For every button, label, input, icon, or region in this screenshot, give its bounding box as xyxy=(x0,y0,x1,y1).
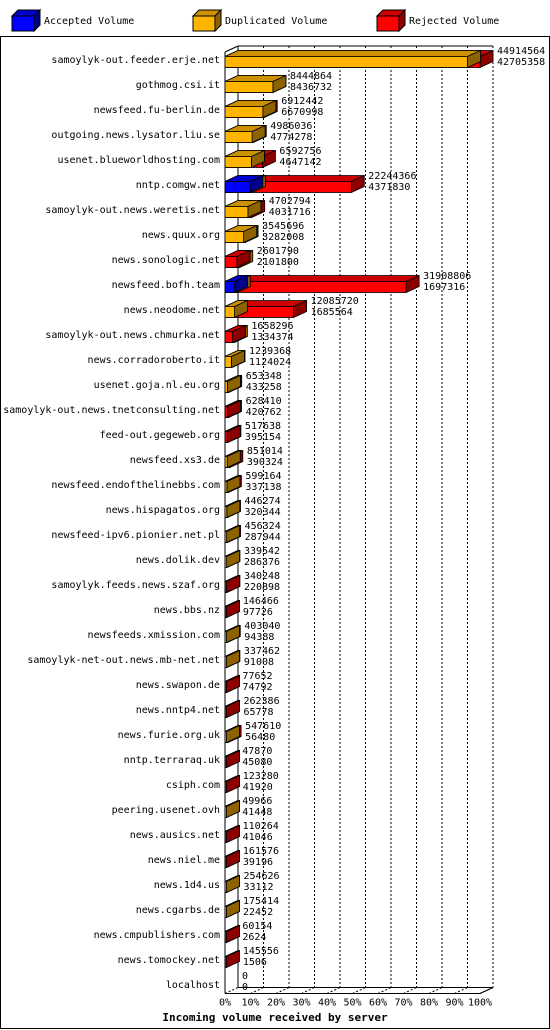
value-label-accepted: 420762 xyxy=(245,407,282,418)
value-label-accepted: 6670998 xyxy=(281,107,324,118)
legend-swatch xyxy=(12,16,34,31)
category-label: localhost xyxy=(165,980,220,991)
value-label-accepted: 97726 xyxy=(242,607,273,618)
value-label-total: 6912442 xyxy=(281,96,324,107)
bar-front xyxy=(225,782,227,793)
value-label-accepted: 91008 xyxy=(243,657,275,668)
bar-front xyxy=(225,682,227,693)
category-label: news.dolik.dev xyxy=(135,555,220,566)
bar-group xyxy=(225,421,281,443)
category-label: news.neodome.net xyxy=(123,305,220,316)
bar xyxy=(225,751,240,768)
value-label-total: 653348 xyxy=(245,371,282,382)
bar xyxy=(225,601,240,618)
bar-group xyxy=(225,921,272,943)
value-label-total: 8444864 xyxy=(289,71,333,82)
value-label-total: 4986036 xyxy=(270,121,313,132)
bar xyxy=(225,901,240,918)
value-label-accepted: 0 xyxy=(242,982,249,993)
legend-label: Accepted Volume xyxy=(44,16,135,27)
x-tick-label: 60% xyxy=(368,997,388,1009)
category-label: news.cmpublishers.com xyxy=(93,930,220,941)
value-label-total: 123280 xyxy=(242,771,279,782)
value-label-accepted: 4774278 xyxy=(270,132,313,143)
category-label: newsfeed.endofthelinebbs.com xyxy=(51,480,220,491)
bar-front xyxy=(225,832,227,843)
value-label-accepted: 42705358 xyxy=(497,57,546,68)
bar-front xyxy=(225,432,227,443)
bar-group xyxy=(225,346,291,368)
bar-group xyxy=(225,246,299,268)
category-label: newsfeed.bofh.team xyxy=(111,280,220,291)
bar-front xyxy=(225,307,235,318)
value-label-total: 60154 xyxy=(242,921,273,932)
value-label-accepted: 65778 xyxy=(243,707,274,718)
category-label: usenet.goja.nl.eu.org xyxy=(93,380,220,391)
x-tick-label: 10% xyxy=(241,997,260,1009)
bar xyxy=(225,626,240,643)
bar xyxy=(225,51,481,68)
bar-top xyxy=(225,276,419,282)
legend-swatch xyxy=(193,16,215,31)
legend-item xyxy=(12,10,134,31)
value-label-accepted: 433258 xyxy=(245,382,282,393)
value-label-total: 145556 xyxy=(242,946,279,957)
bar xyxy=(225,776,240,793)
category-label: newsfeed.xs3.de xyxy=(129,455,220,466)
value-label-accepted: 4647142 xyxy=(279,157,322,168)
bar-front xyxy=(225,232,244,243)
value-label-accepted: 41046 xyxy=(242,832,273,843)
bar-front xyxy=(225,632,227,643)
value-label-accepted: 2101800 xyxy=(256,257,299,268)
value-label-accepted: 220898 xyxy=(243,582,281,593)
value-label-total: 110264 xyxy=(242,821,279,832)
value-label-accepted: 45080 xyxy=(242,757,273,768)
bar-group xyxy=(225,771,279,793)
value-label-total: 1239368 xyxy=(249,346,292,357)
value-label-accepted: 286376 xyxy=(243,557,281,568)
value-label-total: 77652 xyxy=(242,671,273,682)
bar-front xyxy=(225,132,252,143)
value-label-accepted: 33112 xyxy=(243,882,274,893)
value-label-accepted: 1697316 xyxy=(423,282,466,293)
category-label: news.niel.me xyxy=(147,855,220,866)
value-label-accepted: 320344 xyxy=(244,507,281,518)
x-tick-label: 90% xyxy=(445,997,464,1009)
value-label-total: 337462 xyxy=(243,646,281,657)
x-tick-mark xyxy=(225,988,238,994)
value-label-accepted: 22452 xyxy=(242,907,274,918)
bar-group xyxy=(225,396,282,418)
x-tick-label: 70% xyxy=(394,997,413,1009)
bar-group xyxy=(225,571,280,593)
bar-group xyxy=(225,221,304,243)
category-label: samoylyk-out.feeder.erje.net xyxy=(51,55,220,66)
bar-front xyxy=(225,282,406,293)
bar xyxy=(225,926,240,943)
bar-front xyxy=(225,282,235,293)
legend-item xyxy=(193,10,327,31)
category-label: samoylyk-out.news.chmurka.net xyxy=(45,330,220,341)
bar-group xyxy=(225,496,281,518)
category-label: news.quux.org xyxy=(141,230,220,241)
x-tick-mark xyxy=(404,988,417,994)
value-label-total: 262386 xyxy=(243,696,280,707)
bar-group xyxy=(225,871,280,893)
x-tick-label: 20% xyxy=(266,997,286,1009)
x-tick-mark xyxy=(302,988,315,994)
category-label: news.hispagatos.org xyxy=(105,505,220,516)
value-label-total: 22244366 xyxy=(368,171,417,182)
value-label-total: 175414 xyxy=(242,896,280,907)
bar-group xyxy=(225,646,280,668)
x-tick-mark xyxy=(353,988,366,994)
value-label-total: 1658296 xyxy=(251,321,294,332)
value-label-accepted: 395154 xyxy=(244,432,282,443)
value-label-accepted: 41448 xyxy=(242,807,273,818)
bar xyxy=(225,576,240,593)
value-label-accepted: 1334374 xyxy=(251,332,294,343)
bar-group xyxy=(242,971,248,993)
bar xyxy=(225,276,419,293)
bar-group xyxy=(225,46,545,68)
category-label: csiph.com xyxy=(165,780,220,791)
bars xyxy=(3,46,545,993)
bar-front xyxy=(225,382,227,393)
value-label-accepted: 4371830 xyxy=(368,182,411,193)
value-label-accepted: 41920 xyxy=(242,782,273,793)
category-label: nntp.terraraq.uk xyxy=(123,755,220,766)
bar-group xyxy=(225,271,471,293)
x-tick-mark xyxy=(276,988,289,994)
x-tick-mark xyxy=(429,988,442,994)
bar-front xyxy=(225,582,227,593)
category-label: news.corradoroberto.it xyxy=(87,355,220,366)
category-label: usenet.blueworldhosting.com xyxy=(57,155,220,166)
value-label-accepted: 287944 xyxy=(244,532,281,543)
category-label: news.ausics.net xyxy=(129,830,220,841)
category-label: news.bbs.nz xyxy=(153,605,220,616)
value-label-total: 12085720 xyxy=(310,296,359,307)
bar xyxy=(225,801,240,818)
category-label: news.sonologic.net xyxy=(111,255,220,266)
bar-group xyxy=(225,671,273,693)
category-label: outgoing.news.lysator.liu.se xyxy=(51,130,220,141)
category-label: news.1d4.us xyxy=(153,880,220,891)
category-label: samoylyk-net-out.news.mb-net.net xyxy=(27,655,220,666)
value-label-total: 628410 xyxy=(245,396,282,407)
bar-front xyxy=(225,407,227,418)
bar-group xyxy=(225,946,279,968)
value-label-accepted: 1506 xyxy=(242,957,267,968)
legend-label: Rejected Volume xyxy=(409,16,500,27)
x-tick-mark xyxy=(327,988,340,994)
bar-front xyxy=(225,757,227,768)
bar-group xyxy=(225,621,280,643)
legend-label: Duplicated Volume xyxy=(225,16,328,27)
value-label-accepted: 56480 xyxy=(245,732,276,743)
bar-group xyxy=(225,746,272,768)
value-label-total: 31908806 xyxy=(423,271,472,282)
bar-group xyxy=(225,896,279,918)
value-label-total: 340248 xyxy=(243,571,281,582)
value-label-accepted: 94388 xyxy=(244,632,275,643)
value-label-total: 0 xyxy=(242,971,249,982)
category-label: samoylyk.feeds.news.szaf.org xyxy=(51,580,220,591)
value-label-total: 517638 xyxy=(244,421,282,432)
bar-front xyxy=(225,532,227,543)
bar xyxy=(225,351,244,368)
bar xyxy=(225,851,240,868)
bar-group xyxy=(225,821,279,843)
bar xyxy=(225,876,240,893)
category-label: newsfeeds.xmission.com xyxy=(87,630,220,641)
bar-front xyxy=(225,357,231,368)
bar-front xyxy=(225,657,227,668)
bar-front xyxy=(225,157,251,168)
x-tick-label: 100% xyxy=(467,997,493,1009)
bar-group xyxy=(225,296,359,318)
bar xyxy=(225,701,240,718)
legend-item xyxy=(377,10,499,31)
category-label: peering.usenet.ovh xyxy=(111,805,220,816)
bar xyxy=(225,551,240,568)
value-label-total: 6592756 xyxy=(279,146,322,157)
category-label: news.cgarbs.de xyxy=(135,905,220,916)
bar-front xyxy=(225,707,227,718)
bar-front xyxy=(225,882,227,893)
bar-front xyxy=(225,557,227,568)
bar-front xyxy=(225,932,227,943)
value-label-total: 446274 xyxy=(244,496,281,507)
bar-group xyxy=(225,371,282,393)
x-axis-label: Incoming volume received by server xyxy=(162,1011,388,1024)
bar-group xyxy=(225,521,281,543)
bar-front xyxy=(225,257,237,268)
value-label-accepted: 390324 xyxy=(246,457,283,468)
bar xyxy=(225,826,240,843)
bar-group xyxy=(225,96,323,118)
category-label: gothmog.csi.it xyxy=(135,80,220,91)
bar xyxy=(225,676,240,693)
bar xyxy=(225,76,286,93)
bar-group xyxy=(225,796,272,818)
bar-front xyxy=(225,457,227,468)
value-label-accepted: 1124024 xyxy=(249,357,292,368)
x-tick-label: 0% xyxy=(218,997,232,1009)
bar xyxy=(225,651,240,668)
x-axis xyxy=(219,988,493,1009)
bar-front xyxy=(225,82,273,93)
bar-front xyxy=(225,57,468,68)
value-label-total: 851014 xyxy=(246,446,283,457)
bar-front xyxy=(225,957,227,968)
bar xyxy=(225,726,240,743)
bar-front xyxy=(225,807,227,818)
x-tick-mark xyxy=(455,988,468,994)
category-label: samoylyk-out.news.weretis.net xyxy=(45,205,220,216)
bar-front xyxy=(225,107,263,118)
category-label: news.furie.org.uk xyxy=(117,730,220,741)
bar-front xyxy=(225,907,227,918)
value-label-total: 49966 xyxy=(242,796,273,807)
category-label: news.tomockey.net xyxy=(117,955,220,966)
category-label: nntp.comgw.net xyxy=(135,180,220,191)
value-label-total: 599164 xyxy=(245,471,282,482)
value-label-total: 254626 xyxy=(243,871,280,882)
value-label-accepted: 8436732 xyxy=(289,82,333,93)
bar-group xyxy=(225,471,282,493)
bar-group xyxy=(225,721,281,743)
bar-top xyxy=(225,51,481,57)
bar-front xyxy=(225,182,250,193)
bar xyxy=(225,226,257,243)
value-label-total: 4702794 xyxy=(268,196,311,207)
bar-front xyxy=(225,732,227,743)
bar-front xyxy=(225,507,227,518)
category-label: newsfeed.fu-berlin.de xyxy=(93,105,220,116)
value-label-total: 403040 xyxy=(244,621,281,632)
value-label-total: 456324 xyxy=(244,521,281,532)
value-label-total: 339542 xyxy=(243,546,281,557)
x-tick-label: 80% xyxy=(419,997,439,1009)
category-label: news.swapon.de xyxy=(135,680,220,691)
value-label-total: 146466 xyxy=(242,596,279,607)
value-label-accepted: 2624 xyxy=(242,932,267,943)
value-label-accepted: 4031716 xyxy=(268,207,311,218)
bar-group xyxy=(225,321,294,343)
value-label-accepted: 39196 xyxy=(242,857,274,868)
legend-swatch xyxy=(377,16,399,31)
category-label: feed-out.gegeweb.org xyxy=(99,430,220,441)
bar-group xyxy=(225,546,280,568)
bar-group xyxy=(225,446,283,468)
value-label-total: 47870 xyxy=(242,746,273,757)
value-label-total: 161576 xyxy=(242,846,280,857)
bar-group xyxy=(225,596,279,618)
x-tick-label: 50% xyxy=(343,997,362,1009)
value-label-accepted: 74792 xyxy=(242,682,273,693)
bar-group xyxy=(225,71,332,93)
value-label-total: 2601790 xyxy=(256,246,299,257)
bar-front xyxy=(225,857,227,868)
bar xyxy=(225,951,240,968)
value-label-accepted: 3282008 xyxy=(262,232,305,243)
x-tick-mark xyxy=(378,988,391,994)
value-label-total: 3545696 xyxy=(262,221,305,232)
bar-front xyxy=(225,607,227,618)
bar xyxy=(225,326,246,343)
value-label-total: 547610 xyxy=(245,721,282,732)
x-tick-mark xyxy=(251,988,264,994)
bar-front xyxy=(225,482,227,493)
legend xyxy=(12,10,499,31)
bar-group xyxy=(225,146,322,168)
value-label-total: 44914564 xyxy=(497,46,546,57)
value-label-accepted: 1685564 xyxy=(310,307,353,318)
x-tick-label: 40% xyxy=(317,997,337,1009)
bar xyxy=(225,101,276,118)
bar-front xyxy=(225,207,248,218)
x-tick-label: 30% xyxy=(292,997,311,1009)
bar-front xyxy=(225,332,233,343)
value-label-accepted: 337138 xyxy=(245,482,282,493)
bar-group xyxy=(225,846,279,868)
bar xyxy=(225,526,240,543)
category-label: news.nntp4.net xyxy=(135,705,220,716)
bar-group xyxy=(225,696,280,718)
category-label: newsfeed-ipv6.pionier.net.pl xyxy=(51,530,220,541)
bar-group xyxy=(225,171,416,193)
category-label: samoylyk-out.news.tnetconsulting.net xyxy=(3,405,220,416)
